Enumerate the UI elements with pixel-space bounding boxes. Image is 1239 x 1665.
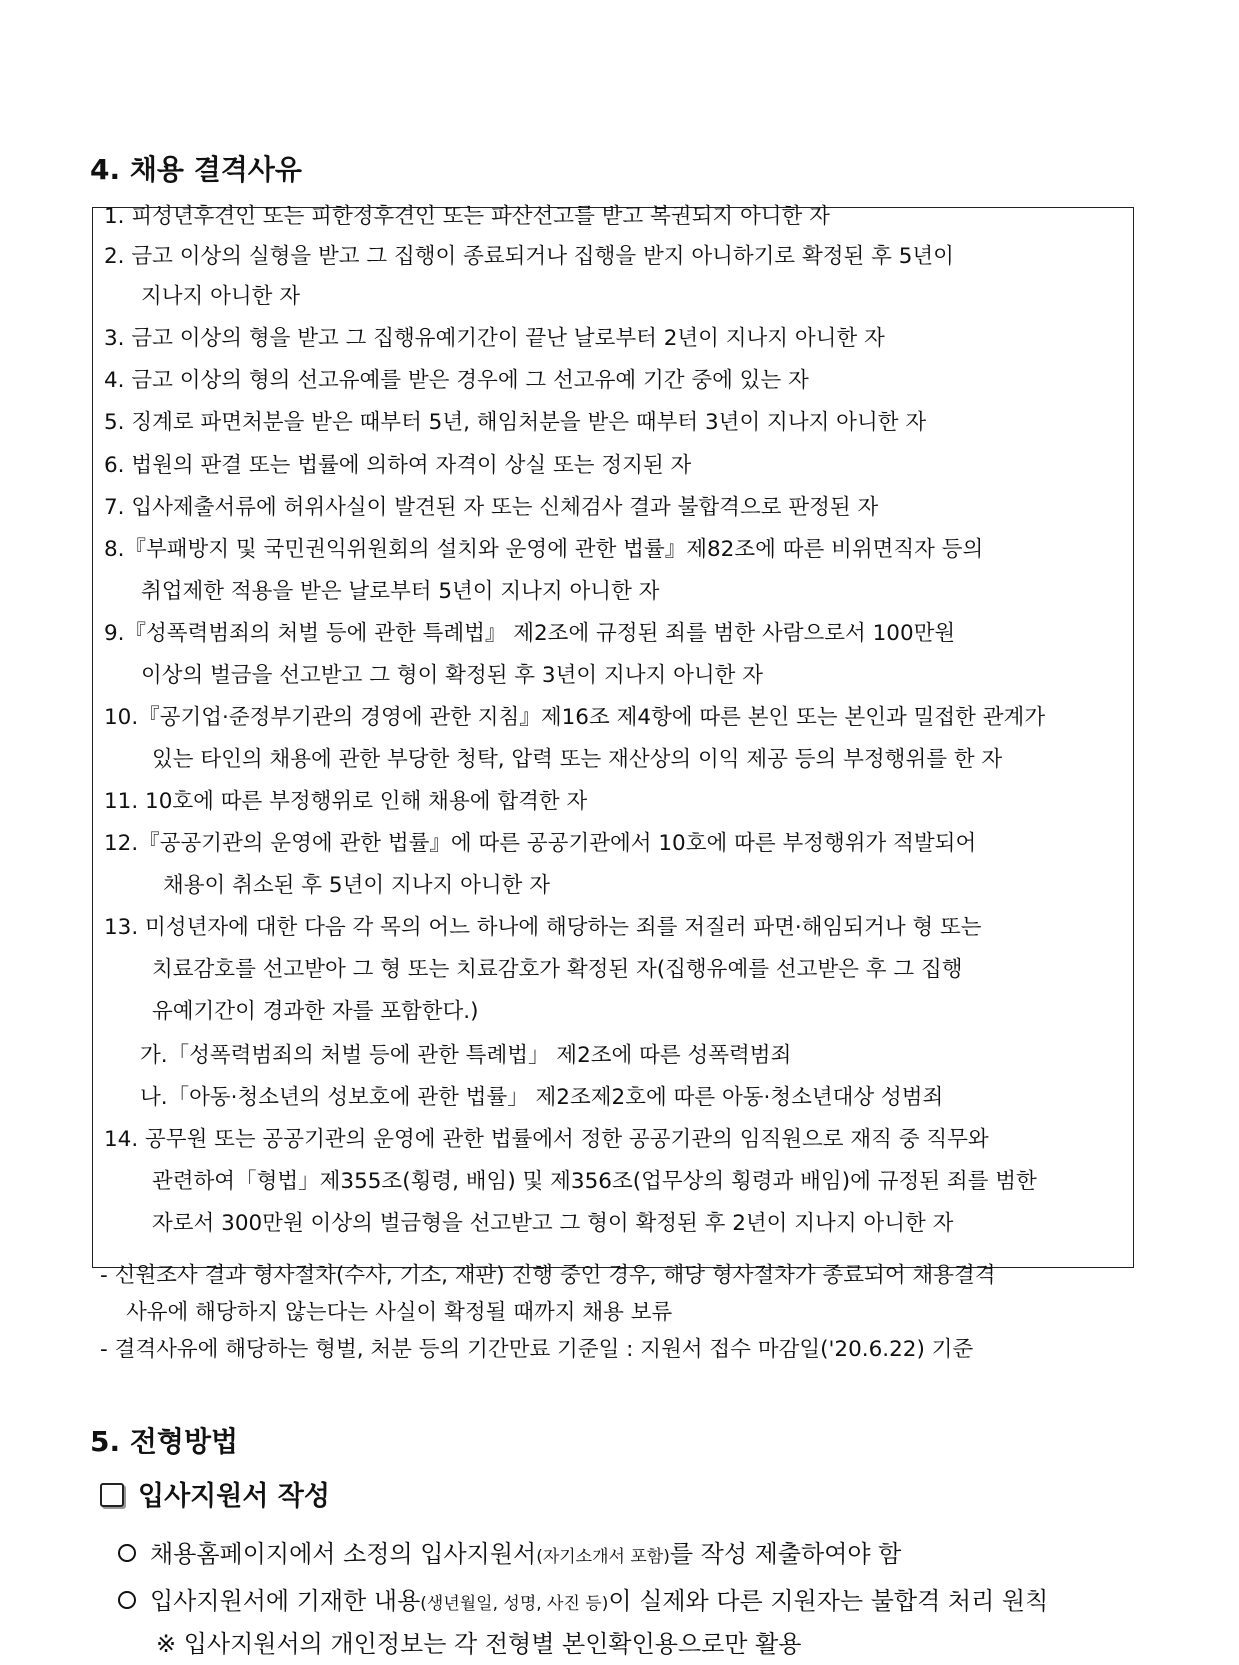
disqualification-line: 10.『공기업·준정부기관의 경영에 관한 지침』제16조 제4항에 따른 본인 또는 본인과 밀접한 관계가 (104, 705, 1046, 730)
section-5-title: 5. 전형방법 (90, 1425, 239, 1458)
checkbox-square-icon (100, 1483, 124, 1507)
disqualification-line: 5. 징계로 파면처분을 받은 때부터 5년, 해임처분을 받은 때부터 3년이 지나지 아니한 자 (104, 410, 927, 435)
privacy-note: ※ 입사지원서의 개인정보는 각 전형별 본인확인용으로만 활용 (156, 1630, 802, 1658)
disqualification-line: 9.『성폭력범죄의 처벌 등에 관한 특례법』 제2조에 규정된 죄를 범한 사람으로서 100만원 (104, 621, 956, 646)
disqualification-line: 가.「성폭력범죄의 처벌 등에 관한 특례법」 제2조에 따른 성폭력범죄 (140, 1043, 792, 1068)
disqualification-line: 12.『공공기관의 운영에 관한 법률』에 따른 공공기관에서 10호에 따른 부정행위가 적발되어 (104, 831, 977, 856)
circle-bullet-icon (118, 1544, 136, 1562)
note-line: - 결격사유에 해당하는 형벌, 처분 등의 기간만료 기준일 : 지원서 접수 마감일('20.6.22) 기준 (100, 1337, 974, 1362)
bullet-text-b: 이 실제와 다른 지원자는 불합격 처리 원칙 (608, 1587, 1049, 1615)
disqualification-line: 관련하여「형법」제355조(횡령, 배임) 및 제356조(업무상의 횡령과 배임)에 규정된 죄를 범한 (152, 1169, 1037, 1194)
note-line: 사유에 해당하지 않는다는 사실이 확정될 때까지 채용 보류 (126, 1300, 673, 1325)
disqualification-line: 취업제한 적용을 받은 날로부터 5년이 지나지 아니한 자 (141, 579, 660, 604)
bullet-false-info (118, 1586, 1048, 1619)
bullet-text-b: 를 작성 제출하여야 함 (669, 1540, 902, 1568)
disqualification-line: 자로서 300만원 이상의 벌금형을 선고받고 그 형이 확정된 후 2년이 지나지 아니한 자 (152, 1211, 954, 1236)
disqualification-line: 6. 법원의 판결 또는 법률에 의하여 자격이 상실 또는 정지된 자 (104, 453, 692, 478)
disqualification-line: 유예기간이 경과한 자를 포함한다.) (152, 999, 479, 1024)
section-4-title: 4. 채용 결격사유 (90, 153, 302, 186)
subheading-application (100, 1474, 330, 1513)
disqualification-line: 14. 공무원 또는 공공기관의 운영에 관한 법률에서 정한 공공기관의 임직원으로 재직 중 직무와 (104, 1127, 989, 1152)
bullet-text-a: 채용홈페이지에서 소정의 입사지원서 (150, 1540, 537, 1568)
disqualification-line: 3. 금고 이상의 형을 받고 그 집행유예기간이 끝난 날로부터 2년이 지나지 아니한 자 (104, 326, 885, 351)
disqualification-line: 11. 10호에 따른 부정행위로 인해 채용에 합격한 자 (104, 789, 588, 814)
bullet-text-a: 입사지원서에 기재한 내용 (150, 1587, 421, 1615)
bullet-text-small: (자기소개서 포함) (536, 1547, 670, 1567)
bullet-application-submit (118, 1539, 901, 1572)
disqualification-line: 7. 입사제출서류에 허위사실이 발견된 자 또는 신체검사 결과 불합격으로 판정된 자 (104, 495, 879, 520)
disqualification-line: 1. 피성년후견인 또는 피한정후견인 또는 파산선고를 받고 복권되지 아니한 자 (104, 204, 830, 229)
disqualification-line: 채용이 취소된 후 5년이 지나지 아니한 자 (163, 873, 550, 898)
disqualification-line: 치료감호를 선고받아 그 형 또는 치료감호가 확정된 자(집행유예를 선고받은 후 그 집행 (152, 957, 963, 982)
subheading-label: 입사지원서 작성 (138, 1481, 330, 1512)
disqualification-line: 지나지 아니한 자 (141, 284, 301, 309)
note-line: - 신원조사 결과 형사절차(수사, 기소, 재판) 진행 중인 경우, 해당 형사절차가 종료되어 채용결격 (100, 1263, 996, 1288)
disqualification-line: 4. 금고 이상의 형의 선고유예를 받은 경우에 그 선고유예 기간 중에 있는 자 (104, 368, 809, 393)
disqualification-line: 이상의 벌금을 선고받고 그 형이 확정된 후 3년이 지나지 아니한 자 (141, 663, 764, 688)
disqualification-line: 있는 타인의 채용에 관한 부당한 청탁, 압력 또는 재산상의 이익 제공 등의 부정행위를 한 자 (152, 747, 1003, 772)
circle-bullet-icon (118, 1591, 136, 1609)
disqualification-line: 13. 미성년자에 대한 다음 각 목의 어느 하나에 해당하는 죄를 저질러 파면·해임되거나 형 또는 (104, 915, 982, 940)
bullet-text-small: (생년월일, 성명, 사진 등) (420, 1594, 609, 1614)
disqualification-line: 8.『부패방지 및 국민권익위원회의 설치와 운영에 관한 법률』제82조에 따른 비위면직자 등의 (104, 537, 984, 562)
disqualification-line: 나.「아동·청소년의 성보호에 관한 법률」 제2조제2호에 따른 아동·청소년대상 성범죄 (140, 1085, 944, 1110)
disqualification-line: 2. 금고 이상의 실형을 받고 그 집행이 종료되거나 집행을 받지 아니하기로 확정된 후 5년이 (104, 244, 954, 269)
